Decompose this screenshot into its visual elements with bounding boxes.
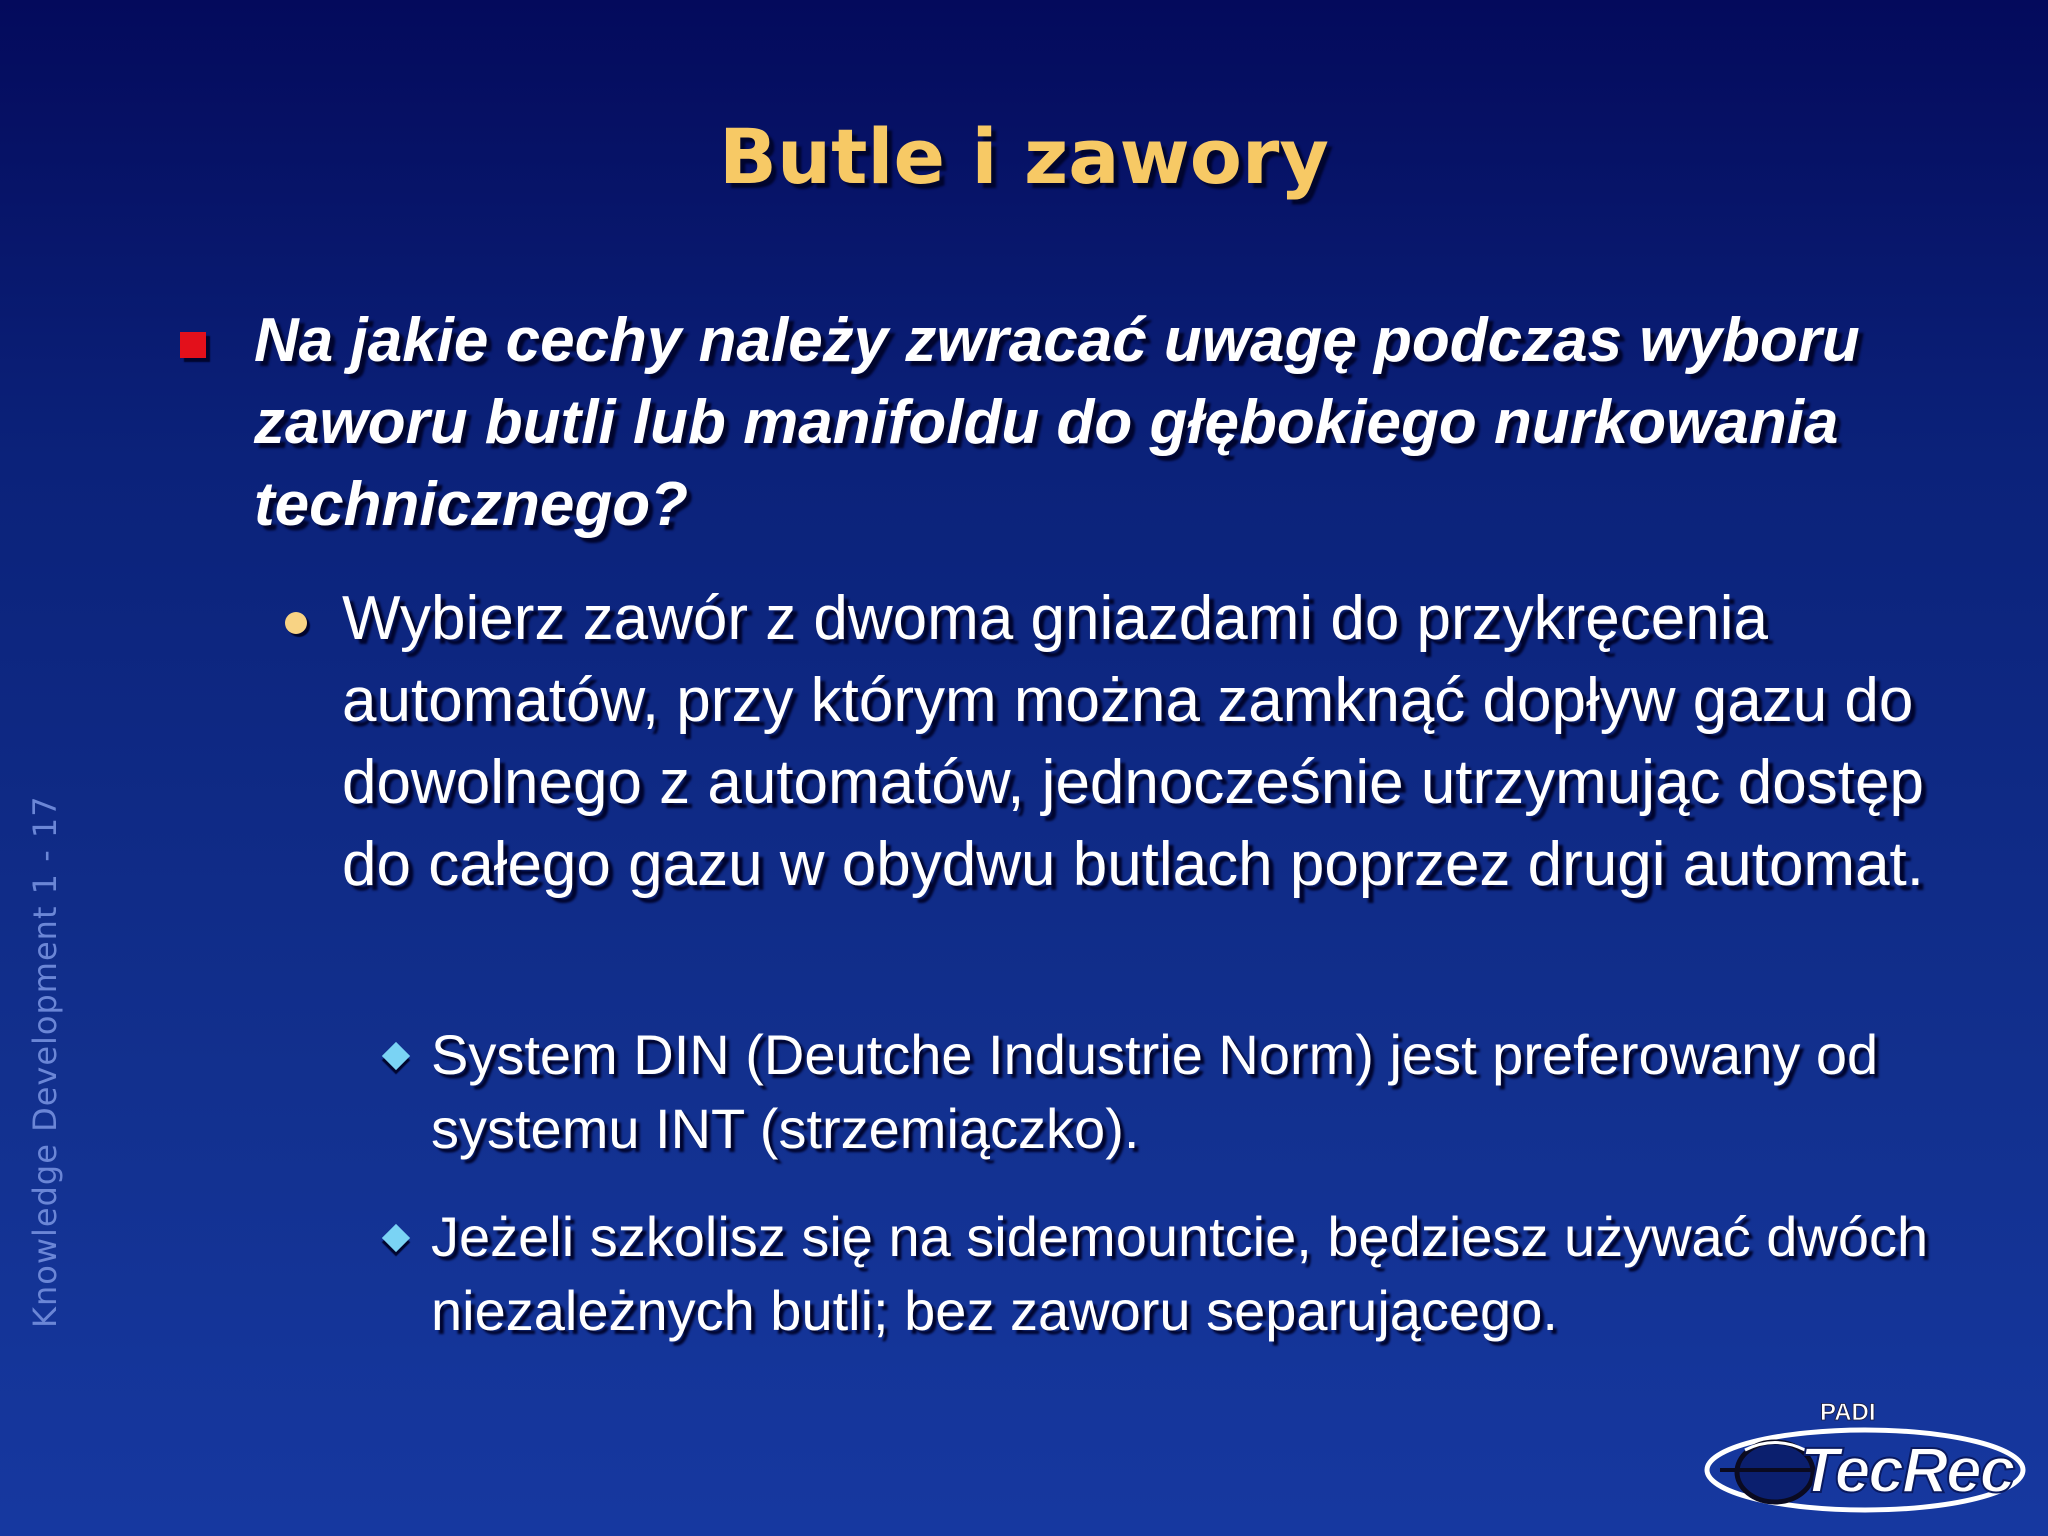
diamond-bullet-icon xyxy=(382,1042,410,1070)
side-footer-label: Knowledge Development 1 - 17 xyxy=(26,795,64,1328)
sub-point-text: Jeżeli szkolisz się na sidemountcie, będziesz używać dwóch niezależnych butli; bez zaworu separującego. xyxy=(431,1205,1929,1342)
logo-top-text: PADI xyxy=(1820,1399,1876,1426)
slide-title: Butle i zawory xyxy=(719,112,1329,201)
round-bullet-icon xyxy=(285,612,307,634)
square-bullet-icon xyxy=(180,332,206,358)
answer-text: Wybierz zawór z dwoma gniazdami do przykręcenia automatów, przy którym można zamknąć dopływ gazu do dowolnego z automatów, jednocześnie utrzymując dostęp do całego gazu w obydwu butlach poprzez drugi automat. xyxy=(342,584,1924,899)
question-text: Na jakie cechy należy zwracać uwagę podczas wyboru zaworu butli lub manifoldu do głębokiego nurkowania technicznego? xyxy=(254,306,1860,539)
padi-tecrec-logo xyxy=(1700,1390,2030,1520)
logo-main-text: TecRec xyxy=(1800,1434,2014,1506)
diamond-bullet-icon xyxy=(382,1224,410,1252)
sub-point-text: System DIN (Deutche Industrie Norm) jest preferowany od systemu INT (strzemiączko). xyxy=(431,1023,1879,1160)
